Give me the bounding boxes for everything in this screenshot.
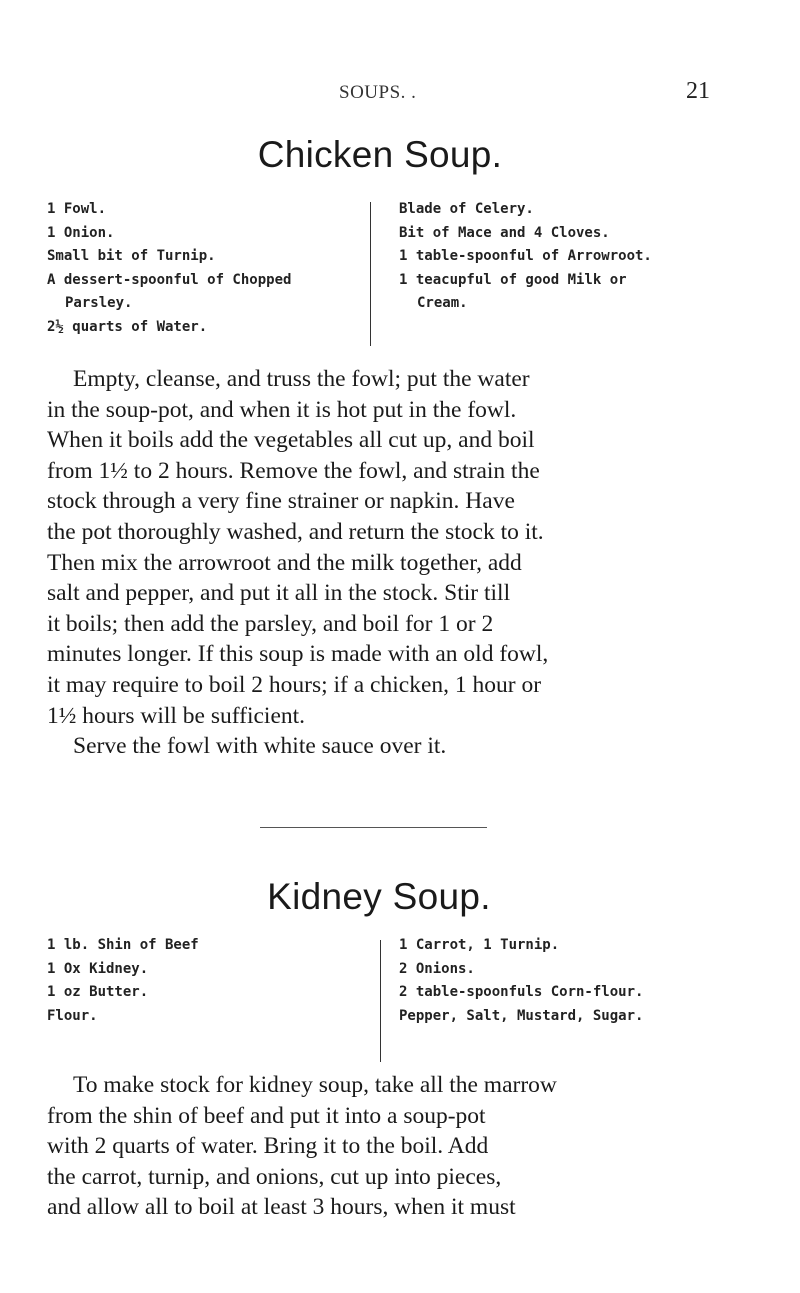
ingredients-column-divider bbox=[380, 940, 381, 1062]
ingredient-item: 2 table-spoonfuls Corn-flour. bbox=[399, 984, 644, 1000]
ingredient-item: Cream. bbox=[417, 295, 468, 311]
text-line: Empty, cleanse, and truss the fowl; put the water bbox=[73, 366, 530, 392]
text-line: the carrot, turnip, and onions, cut up into pieces, bbox=[47, 1163, 502, 1190]
ingredient-item: 1 table-spoonful of Arrowroot. bbox=[399, 248, 652, 264]
ingredient-item: 1 Fowl. bbox=[47, 201, 107, 217]
ingredient-item: Flour. bbox=[47, 1007, 98, 1024]
ingredients-column-divider bbox=[370, 202, 371, 346]
text-line: it boils; then add the parsley, and boil for 1 or 2 bbox=[47, 610, 494, 637]
ingredient-item: Bit of Mace and 4 Cloves. bbox=[399, 224, 610, 241]
chicken-ingredients-right bbox=[399, 198, 652, 316]
text-line: salt and pepper, and put it all in the stock. Stir till bbox=[47, 580, 511, 607]
page-number: 21 bbox=[686, 78, 710, 104]
ingredient-item: 1 Carrot, 1 Turnip. bbox=[399, 937, 560, 953]
text-line: in the soup-pot, and when it is hot put in the fowl. bbox=[47, 396, 517, 423]
text-line: with 2 quarts of water. Bring it to the boil. Add bbox=[47, 1133, 489, 1160]
chicken-soup-instructions bbox=[47, 364, 548, 762]
ingredient-item: Parsley. bbox=[65, 295, 133, 311]
text-line: from the shin of beef and put it into a soup-pot bbox=[47, 1102, 486, 1129]
ingredient-item: Pepper, Salt, Mustard, Sugar. bbox=[399, 1007, 644, 1024]
ingredient-item: 1 oz Butter. bbox=[47, 984, 149, 1000]
text-line: it may require to boil 2 hours; if a chicken, 1 hour or bbox=[47, 671, 542, 698]
ingredient-item: 1 lb. Shin of Beef bbox=[47, 937, 199, 953]
ingredient-item: Small bit of Turnip. bbox=[47, 248, 216, 264]
running-head: SOUPS. . bbox=[339, 82, 417, 103]
text-line: from 1½ to 2 hours. Remove the fowl, and strain the bbox=[47, 457, 540, 484]
ingredient-item: 1 Onion. bbox=[47, 224, 115, 241]
ingredient-item: 1 teacupful of good Milk or bbox=[399, 271, 627, 288]
text-line: Serve the fowl with white sauce over it. bbox=[73, 733, 447, 760]
kidney-soup-title: Kidney Soup. bbox=[267, 876, 491, 917]
section-divider-rule bbox=[260, 827, 487, 828]
text-line: minutes longer. If this soup is made with an old fowl, bbox=[47, 641, 549, 668]
text-line: To make stock for kidney soup, take all the marrow bbox=[73, 1072, 557, 1098]
ingredient-item: 2 Onions. bbox=[399, 960, 475, 977]
chicken-soup-title: Chicken Soup. bbox=[257, 134, 503, 175]
text-line: and allow all to boil at least 3 hours, when it must bbox=[47, 1194, 516, 1221]
text-line: the pot thoroughly washed, and return the stock to it. bbox=[47, 518, 544, 545]
text-line: Then mix the arrowroot and the milk together, add bbox=[47, 549, 522, 576]
kidney-ingredients-left bbox=[47, 934, 199, 1028]
ingredient-item: 1 Ox Kidney. bbox=[47, 960, 149, 977]
text-line: 1½ hours will be sufficient. bbox=[47, 702, 306, 729]
ingredient-item: 2½ quarts of Water. bbox=[47, 318, 208, 335]
chicken-ingredients-left bbox=[47, 198, 291, 339]
text-line: stock through a very fine strainer or napkin. Have bbox=[47, 488, 515, 515]
ingredient-item: Blade of Celery. bbox=[399, 201, 534, 217]
ingredient-item: A dessert-spoonful of Chopped bbox=[47, 271, 292, 288]
kidney-ingredients-right bbox=[399, 934, 643, 1028]
text-line: When it boils add the vegetables all cut up, and boil bbox=[47, 427, 535, 454]
kidney-soup-instructions bbox=[47, 1070, 557, 1223]
